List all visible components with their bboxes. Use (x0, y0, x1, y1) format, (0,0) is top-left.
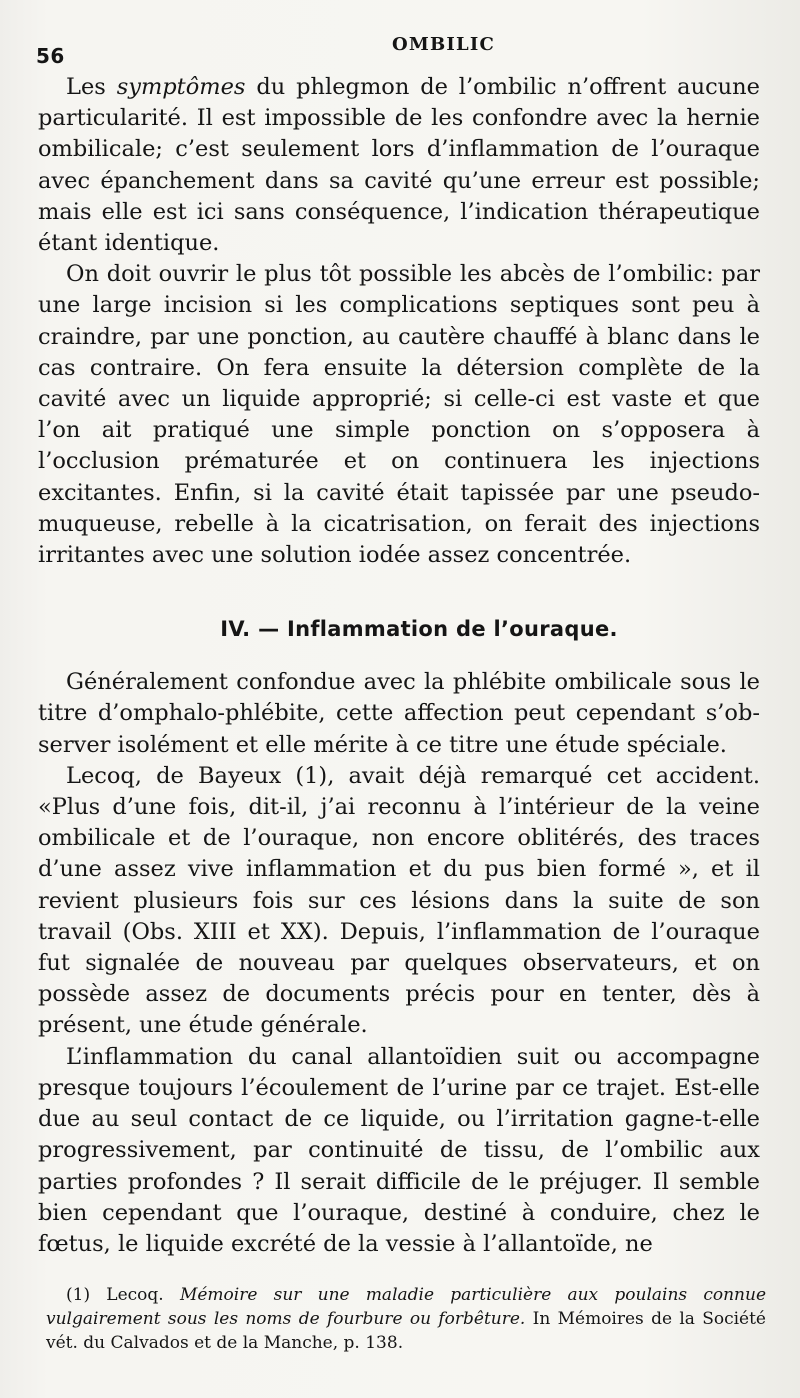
paragraph-treatment: On doit ouvrir le plus tôt possible les abcès de l’ombilic: par une large incision si les complications septiques sont peu à craindre, par une ponction, au cautère chauffé à blanc dans le cas contraire. On fera ensuite la détersion complète de la cavité avec un liquide approprié; si celle-ci est vaste et que l’on ait pratiqué une simple ponction on s’opposera à l’occlusion prématurée et on continuera les injections excitantes. Enfin, si la cavité était tapissée par une pseudo-muqueuse, rebelle à la cicatrisation, on ferait des injections irritantes avec une solution iodée assez concentrée. (38, 261, 760, 569)
paragraph-text: Les (66, 74, 117, 100)
footnote-source: In Mémoires de la Société vét. du Calvados et de la Manche, p. 138. (46, 1309, 766, 1353)
paragraph-history: Lecoq, de Bayeux (1), avait déjà remarqué cet accident. «Plus d’une fois, dit-il, j’ai reconnu à l’intérieur de la veine ombilicale et de l’ouraque, non encore oblitérés, des traces d’une assez vive inflammation et du pus bien formé », et il revient plusieurs fois sur ces lésions dans la suite de son travail (Obs. XIII et XX). Depuis, l’inflammation de l’ouraque fut signalée de nouveau par quelques observateurs, et on possède assez de documents précis pour en tenter, dès à présent, une étude générale. (38, 762, 760, 1039)
section-heading: IV. — Inflammation de l’ouraque. (220, 617, 618, 642)
paragraph-symptoms (38, 72, 760, 259)
footnote-title: Mémoire sur une maladie particulière aux poulains connue vulgairement sous les noms de fourbure ou forbêture. (46, 1285, 767, 1329)
paragraph-mechanism: L’inflammation du canal allantoïdien suit ou accompagne presque toujours l’écoulement de l’urine par ce trajet. Est-elle due au seul contact de ce liquide, ou l’irritation gagne-t-elle progressivement, par continuité de tissu, de l’ombilic aux parties profondes ? Il serait difficile de le préjuger. Il semble bien cependant que l’ouraque, destiné à conduire, chez le fœtus, le liquide excrété de la vessie à l’allantoïde, ne (38, 1043, 760, 1257)
page-header (36, 34, 760, 68)
running-title: OMBILIC (392, 34, 496, 55)
footnote (46, 1283, 766, 1355)
footnote-lead: (1) Lecoq. (66, 1285, 180, 1305)
emphasis-symptomes: symptômes (116, 74, 246, 100)
body-text (38, 72, 760, 1260)
paragraph-definition: Généralement confondue avec la phlébite ombilicale sous le titre d’omphalo-phlébite, cette affection peut cependant s’observer isolément et elle mérite à ce titre une étude spéciale. (38, 669, 760, 758)
paragraph-text: du phlegmon de l’ombilic n’offrent aucune particularité. Il est impossible de les confondre avec la hernie ombilicale; c’est seulement lors d’inflammation de l’ouraque avec épanchement dans sa cavité qu’une erreur est possible; mais elle est ici sans conséquence, l’indication thérapeutique étant identique. (38, 74, 760, 257)
page-number: 56 (36, 44, 65, 68)
